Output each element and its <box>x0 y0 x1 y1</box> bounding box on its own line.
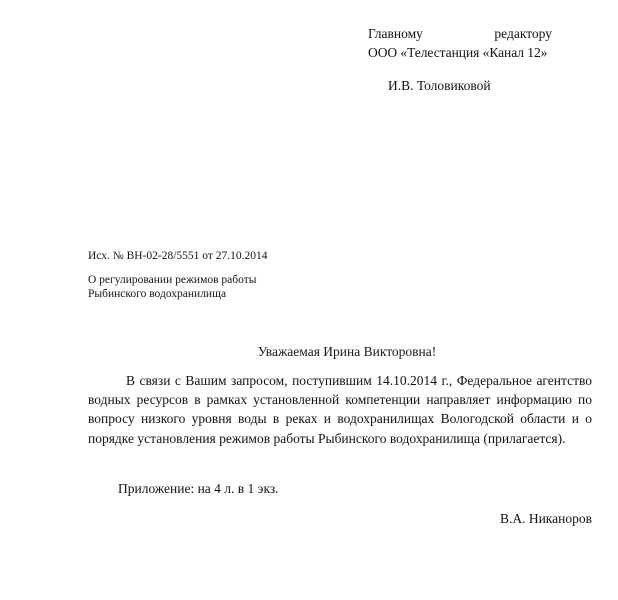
signatory-name: В.А. Никаноров <box>499 511 592 526</box>
subject-line-2: Рыбинского водохранилища <box>88 288 227 300</box>
addressee-role-line <box>368 24 552 43</box>
addressee-block <box>368 24 598 95</box>
salutation: Уважаемая Ирина Викторовна! <box>257 344 437 359</box>
addressee-position-word: Главному <box>368 26 423 41</box>
attachment-note: Приложение: на 4 л. в 1 экз. <box>118 481 279 496</box>
addressee-person: И.В. Толовиковой <box>388 78 491 93</box>
addressee-role-word: редактору <box>494 26 552 41</box>
subject-block <box>88 273 256 301</box>
subject-line-1: О регулировании режимов работы <box>88 274 257 286</box>
body-paragraph: В связи с Вашим запросом, поступившим 14.10.2014 г., Федеральное агентство водных ресурсов в рамках установленной компетенции направляет информацию по вопросу низкого уровня воды в реках и водохранилищах Вологодской области и о порядке установления режимов работы Рыбинского водохранилища (прилагается). <box>88 373 592 446</box>
outgoing-reference-number: Исх. № ВН-02-28/5551 от 27.10.2014 <box>88 250 268 262</box>
addressee-organization: ООО «Телестанция «Канал 12» <box>368 45 548 60</box>
